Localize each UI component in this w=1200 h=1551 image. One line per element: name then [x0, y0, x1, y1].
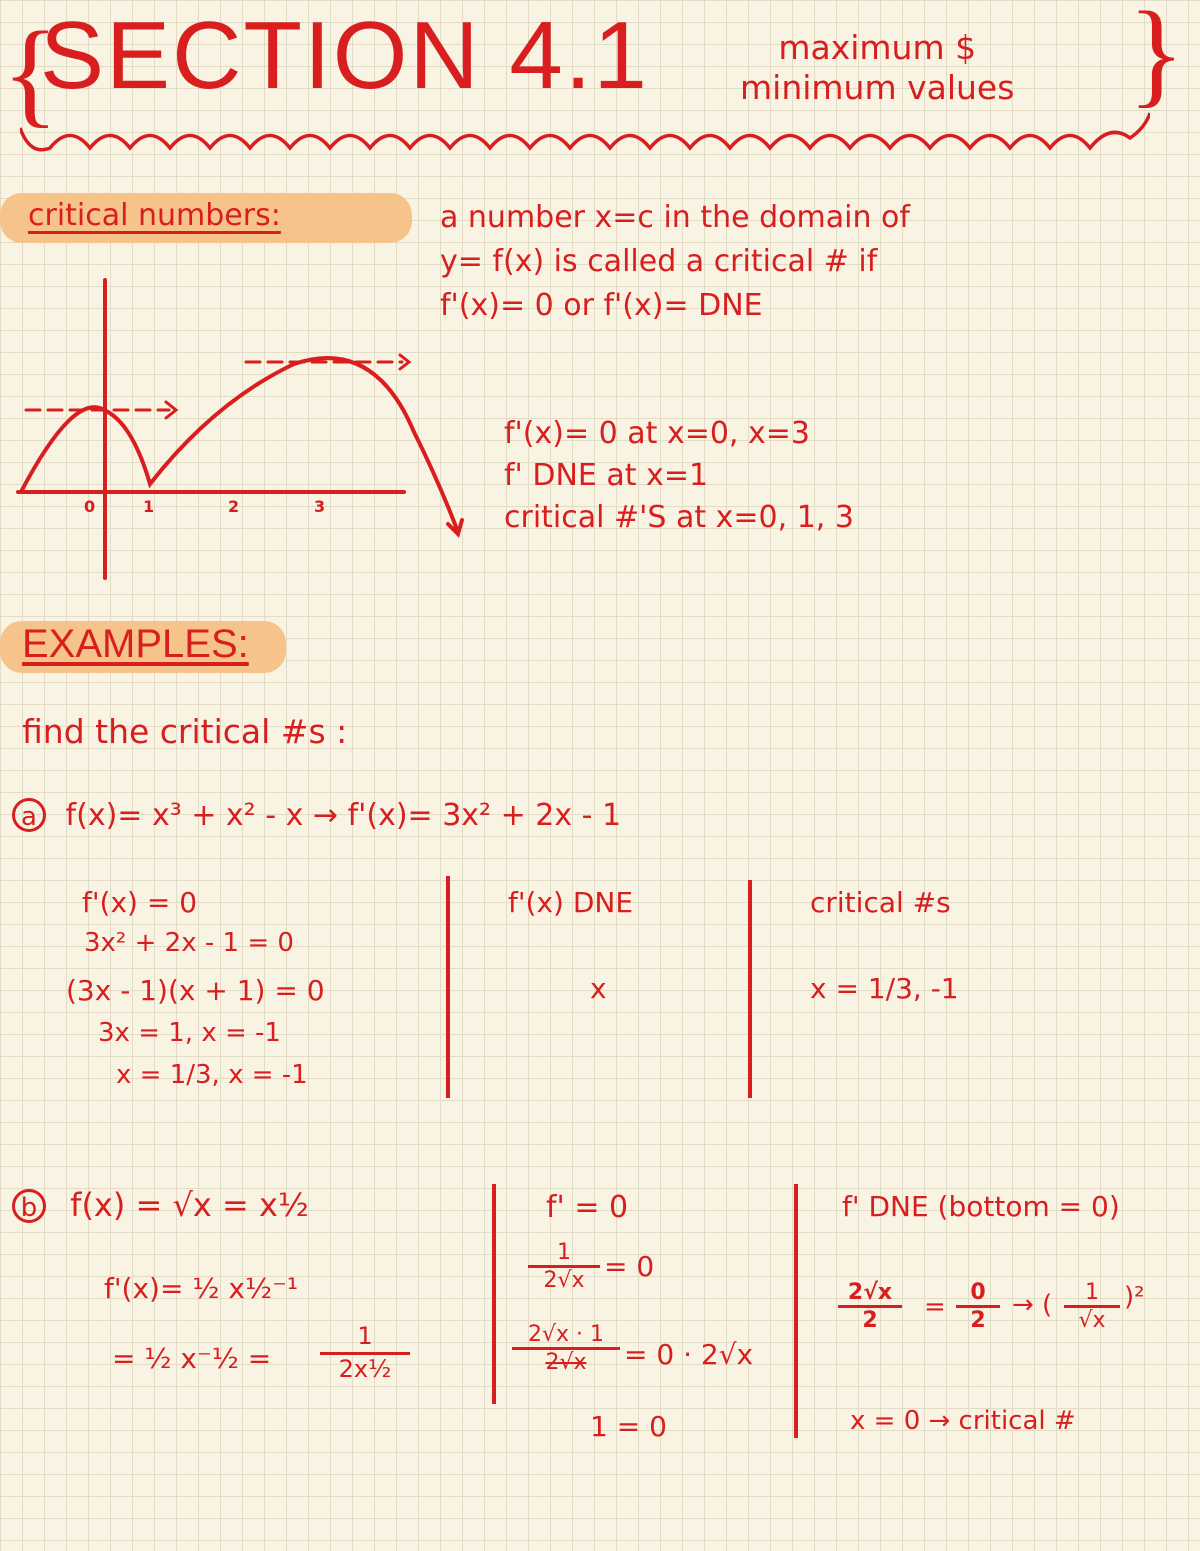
example-a-row — [12, 798, 621, 833]
tick-1: 1 — [143, 497, 155, 516]
critical-numbers-graph — [14, 272, 484, 592]
example-a-col2-head: f'(x) DNE — [508, 886, 634, 919]
subtitle-line-1: maximum $ — [778, 28, 977, 67]
example-b-col3-frac-b-num: 0 — [956, 1280, 1000, 1308]
example-b-fraction-num: 1 — [320, 1322, 410, 1355]
example-b-col2-frac-2-rhs: = 0 · 2√x — [624, 1338, 754, 1371]
example-a-col1-line-1: 3x² + 2x - 1 = 0 — [84, 928, 294, 958]
subtitle-line-2: minimum values — [740, 68, 1015, 107]
example-a-col1-head: f'(x) = 0 — [82, 886, 198, 919]
example-b-col2-frac-1-rhs: = 0 — [604, 1250, 655, 1283]
example-a-divider-1 — [446, 876, 450, 1098]
example-b-equation: f(x) = √x = x½ — [70, 1186, 309, 1224]
example-a-col2-value: x — [590, 972, 607, 1005]
definition-line-3: f'(x)= 0 or f'(x)= DNE — [440, 288, 763, 323]
example-a-col1-line-4: x = 1/3, x = -1 — [116, 1060, 308, 1090]
example-b-col3-frac-a-den: 2 — [862, 1308, 878, 1333]
example-b-fraction — [320, 1322, 410, 1383]
definition-line-1: a number x=c in the domain of — [440, 200, 910, 235]
tick-2: 2 — [228, 497, 240, 516]
example-b-col3-frac-a-num: 2√x — [838, 1280, 902, 1308]
example-b-col2-frac-2 — [512, 1322, 620, 1375]
examples-heading: EXAMPLES: — [22, 622, 249, 666]
example-b-divider-2 — [794, 1184, 798, 1438]
example-b-derivative-2: = ½ x⁻½ = — [112, 1342, 272, 1375]
example-b-col2-frac-1 — [528, 1240, 600, 1293]
example-b-col2-frac-2-den: 2√x — [545, 1350, 587, 1375]
example-b-row — [12, 1186, 309, 1224]
example-a-equation: f(x)= x³ + x² - x → f'(x)= 3x² + 2x - 1 — [65, 798, 622, 833]
example-b-col3-frac-c-den: √x — [1078, 1308, 1106, 1333]
example-b-col3-frac-c-num: 1 — [1064, 1280, 1120, 1308]
example-b-marker: b — [12, 1189, 46, 1223]
tick-3: 3 — [314, 497, 326, 516]
example-b-col3-frac-a — [838, 1280, 902, 1333]
example-a-col3-head: critical #s — [810, 886, 951, 919]
open-brace: { — [2, 7, 59, 138]
definition-line-2: y= f(x) is called a critical # if — [440, 244, 878, 279]
section-subtitle — [740, 28, 1014, 108]
close-brace: } — [1128, 0, 1185, 118]
example-a-marker: a — [12, 798, 46, 832]
example-b-col3-arrow: → ( — [1012, 1290, 1053, 1320]
graph-note-3: critical #'S at x=0, 1, 3 — [504, 500, 854, 535]
example-b-col3-frac-c — [1064, 1280, 1120, 1333]
example-a-divider-2 — [748, 880, 752, 1098]
example-a-col1-line-3: 3x = 1, x = -1 — [98, 1018, 281, 1048]
tick-0: 0 — [84, 497, 96, 516]
section-title: SECTION 4.1 — [40, 2, 649, 109]
examples-prompt: find the critical #s : — [22, 712, 348, 751]
example-b-col3-head: f' DNE (bottom = 0) — [842, 1190, 1120, 1223]
example-b-col2-head: f' = 0 — [546, 1190, 629, 1225]
example-b-fraction-den: 2x½ — [338, 1355, 392, 1383]
example-b-col3-result: x = 0 → critical # — [850, 1406, 1076, 1436]
example-b-divider-1 — [492, 1184, 496, 1404]
example-a-col3-value: x = 1/3, -1 — [810, 972, 959, 1005]
example-b-col2-result: 1 = 0 — [590, 1410, 667, 1443]
example-b-col3-frac-b-den: 2 — [970, 1308, 986, 1333]
example-a-col1-line-2: (3x - 1)(x + 1) = 0 — [66, 974, 325, 1007]
example-b-col3-close: )² — [1124, 1282, 1145, 1312]
definition-label: critical numbers: — [28, 198, 281, 233]
example-b-col2-frac-2-num: 2√x · 1 — [512, 1322, 620, 1350]
example-b-col3-frac-b — [956, 1280, 1000, 1333]
example-b-col3-equals: = — [924, 1292, 946, 1322]
example-b-col2-frac-1-num: 1 — [528, 1240, 600, 1268]
graph-note-2: f' DNE at x=1 — [504, 458, 709, 493]
example-b-col2-frac-1-den: 2√x — [543, 1268, 585, 1293]
graph-note-1: f'(x)= 0 at x=0, x=3 — [504, 416, 810, 451]
example-b-derivative-1: f'(x)= ½ x½⁻¹ — [104, 1272, 299, 1305]
scallop-underline — [20, 108, 1150, 168]
